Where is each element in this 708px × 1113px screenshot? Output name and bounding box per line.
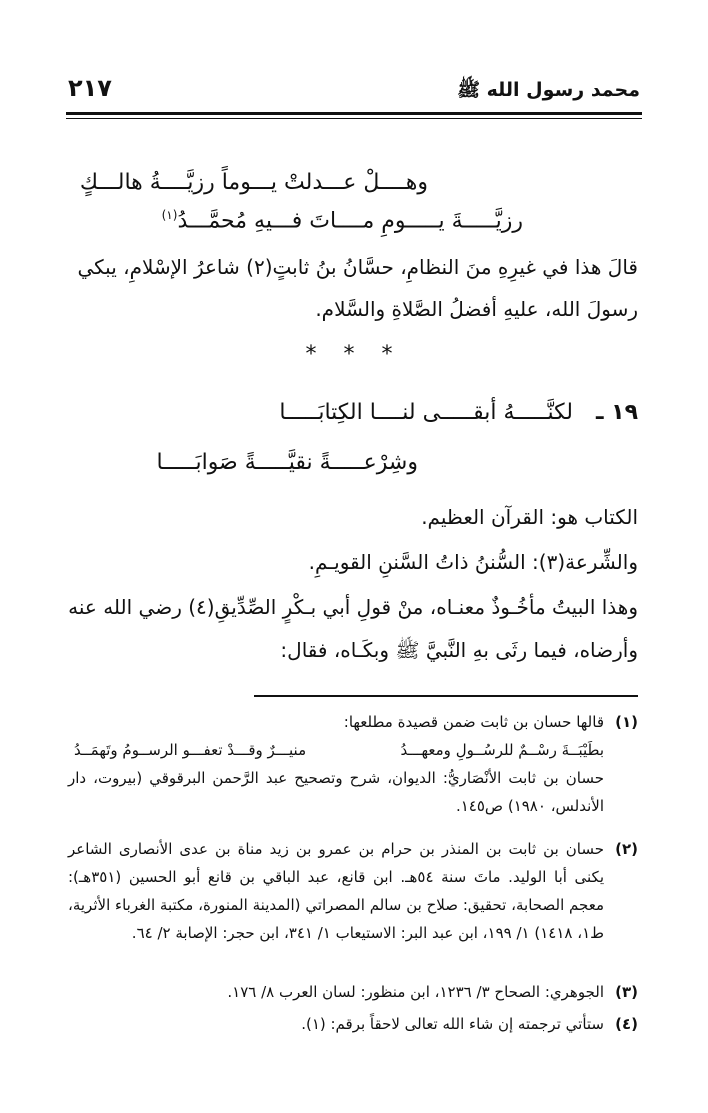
explanation-line-3: وهذا البيتُ مأخُـوذٌ معنـاه، منْ قولِ أبي بـكْرٍ الصِّدِّيقِ(٤) رضي الله عنه — [68, 595, 638, 619]
footnote-4 — [68, 1010, 638, 1038]
footnote-4-text: ستأتي ترجمته إن شاء الله تعالى لاحقاً برقم: (١). — [301, 1015, 604, 1033]
section-separator: * * * — [305, 342, 403, 367]
paragraph-1-line-1: قالَ هذا في غيرِهِ منَ النظامِ، حسَّانُ بنُ ثابتٍ(٢) شاعرُ الإسْلامِ، يبكي — [77, 255, 638, 279]
verse-19-line-1: لكنَّـــــهُ أبقـــــى لنــــا الكِتابَـــــا — [279, 400, 573, 425]
footnote-2-number: (٢) — [615, 840, 638, 858]
footnote-ref-1: (١) — [161, 208, 178, 222]
footnote-1-hemistich-right: بطَيْبَــةَ رسْــمٌ للرسُــولِ ومعهـــدُ — [400, 741, 604, 759]
footnote-1-intro: قالها حسان بن ثابت ضمن قصيدة مطلعها: — [343, 713, 604, 731]
header-rule-thin — [66, 118, 642, 119]
footnote-1-source: حسان بن ثابت الأنْصَاريُّ: الديوان، شرح وتصحيح عبد الرَّحمن البرقوقي (بيروت، دار الأندلس، ١٩٨٠) ص١٤٥. — [68, 769, 604, 815]
header-rule-thick — [66, 112, 642, 115]
footnote-2-text: حسان بن ثابت بن المنذر بن حرام بن عمرو بن زيد مناة بن عدى الأنصارى الشاعر يكنى أبا الوليد. ماتَ سنة ٥٤هـ. ابن قانع، عبد الباقي بن قانع أبو الحسين (٣٥١هـ): معجم الصحابة، تحقيق: صلاح بن سالم المصراتي (المدينة المنورة، مكتبة الغرباء الأثرية، ط١، ١٤١٨) ١/ ١٩٩، ابن عبد البر: الاستيعاب ١/ ٣٤١، ابن حجر: الإصابة ٢/ ٦٤. — [68, 840, 604, 942]
footnote-2 — [68, 835, 638, 947]
footnote-3-text: الجوهري: الصحاح ٣/ ١٢٣٦، ابن منظور: لسان العرب ٨/ ١٧٦. — [227, 983, 604, 1001]
poem-line-1: وهــــلْ عـــدلتْ يـــوماً رزيَّــــةُ هالـــكٍ — [79, 170, 428, 195]
book-title: محمد رسول الله ﷺ — [457, 79, 640, 101]
verse-19-line-2: وشِرْعـــــةً نقيَّـــــةً صَوابَـــــا — [156, 450, 418, 475]
poem-line-2-text: رزيَّـــــةَ يـــــومِ مــــاتَ فـــيهِ مُحمَّـــدُ — [177, 208, 523, 234]
running-header — [68, 74, 640, 114]
page-number: ٢١٧ — [68, 74, 112, 102]
poem-line-2 — [162, 208, 523, 233]
footnote-1-verse — [68, 736, 604, 764]
explanation-line-2: والشِّرعة(٣): السُّننُ ذاتُ السَّننِ القويـمِ. — [308, 550, 638, 574]
footnote-3-number: (٣) — [615, 983, 638, 1001]
verse-number: ١٩ ـ — [595, 400, 638, 425]
footnote-1 — [68, 708, 638, 820]
footnote-1-hemistich-left: منيـــرٌ وقـــدْ تعفـــو الرســومُ وتَهمَــدُ — [74, 741, 307, 759]
explanation-line-1: الكتاب هو: القرآن العظيم. — [421, 505, 638, 529]
footnote-1-number: (١) — [615, 713, 638, 731]
explanation-line-4: وأرضاه، فيما رثَى بهِ النَّبيَّ ﷺ وبكَـاه، فقال: — [280, 638, 638, 662]
footnote-4-number: (٤) — [615, 1015, 638, 1033]
footnote-separator — [254, 695, 638, 697]
paragraph-1-line-2: رسولَ الله، عليهِ أفضلُ الصَّلاةِ والسَّلام. — [315, 297, 638, 321]
footnote-3 — [68, 978, 638, 1006]
